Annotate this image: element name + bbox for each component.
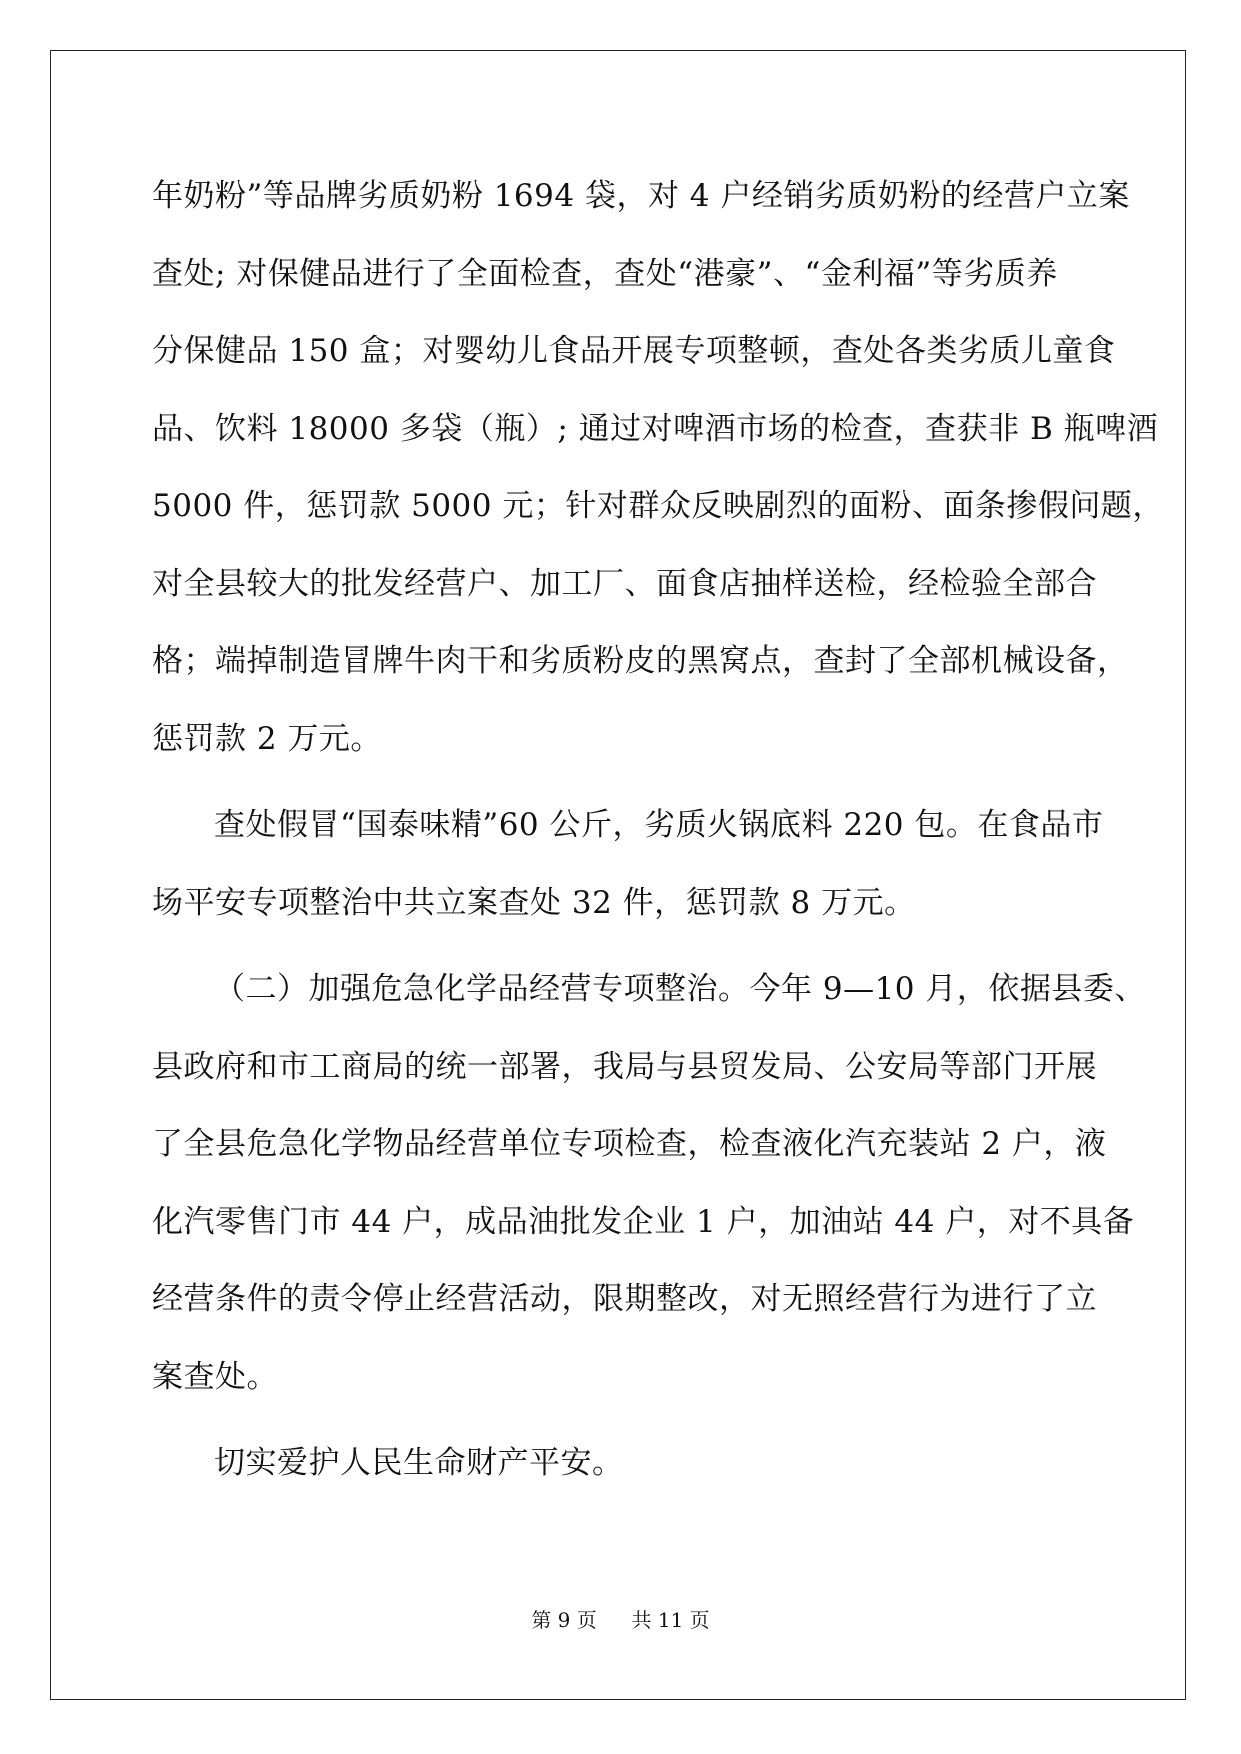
paragraph-first-line: 切实爱护人民生命财产平安。 — [214, 1445, 624, 1481]
text-line: 格；端掉制造冒牌牛肉干和劣质粉皮的黑窝点，查封了全部机械设备， — [152, 643, 1129, 679]
text-line: 案查处。 — [152, 1358, 278, 1395]
text-line: 对全县较大的批发经营户、加工厂、面食店抽样送检，经检验全部合 — [152, 565, 1097, 602]
page-number: 第 9 页 — [531, 1608, 597, 1632]
text-line: 惩罚款 2 万元。 — [152, 720, 382, 757]
text-line: 化汽零售门市 44 户，成品油批发企业 1 户，加油站 44 户，对不具备 — [152, 1203, 1135, 1240]
text-line: 场平安专项整治中共立案查处 32 件，惩罚款 8 万元。 — [152, 884, 916, 921]
text-line: 品、饮料 18000 多袋（瓶）; 通过对啤酒市场的检查，查获非 B 瓶啤酒 — [152, 410, 1159, 447]
text-line: 经营条件的责令停止经营活动，限期整改，对无照经营行为进行了立 — [152, 1281, 1097, 1317]
paragraph-gap — [152, 942, 1097, 951]
text-line: 县政府和市工商局的统一部署，我局与县贸发局、公安局等部门开展 — [152, 1048, 1097, 1085]
section-heading-line: （二）加强危急化学品经营专项整治。今年 9—10 月，依据县委、 — [214, 971, 1146, 1007]
text-line: 查处; 对保健品进行了全面检查，查处“港豪”、“金利福”等劣质养 — [152, 255, 1058, 292]
paragraph-gap — [152, 1416, 1097, 1425]
paragraph-first-line: 查处假冒“国泰味精”60 公斤，劣质火锅底料 220 包。在食品市 — [214, 807, 1104, 843]
paragraph-gap — [152, 778, 1097, 787]
text-line: 了全县危急化学物品经营单位专项检查，检查液化汽充装站 2 户，液 — [152, 1126, 1107, 1162]
text-line: 5000 件，惩罚款 5000 元；针对群众反映剧烈的面粉、面条掺假问题， — [152, 488, 1164, 524]
page-footer — [0, 1604, 1241, 1633]
text-line: 年奶粉”等品牌劣质奶粉 1694 袋，对 4 户经销劣质奶粉的经营户立案 — [152, 178, 1130, 214]
text-line: 分保健品 150 盒；对婴幼儿食品开展专项整顿，查处各类劣质儿童食 — [152, 333, 1116, 369]
document-body — [152, 158, 1164, 1503]
total-pages: 共 11 页 — [631, 1608, 710, 1632]
